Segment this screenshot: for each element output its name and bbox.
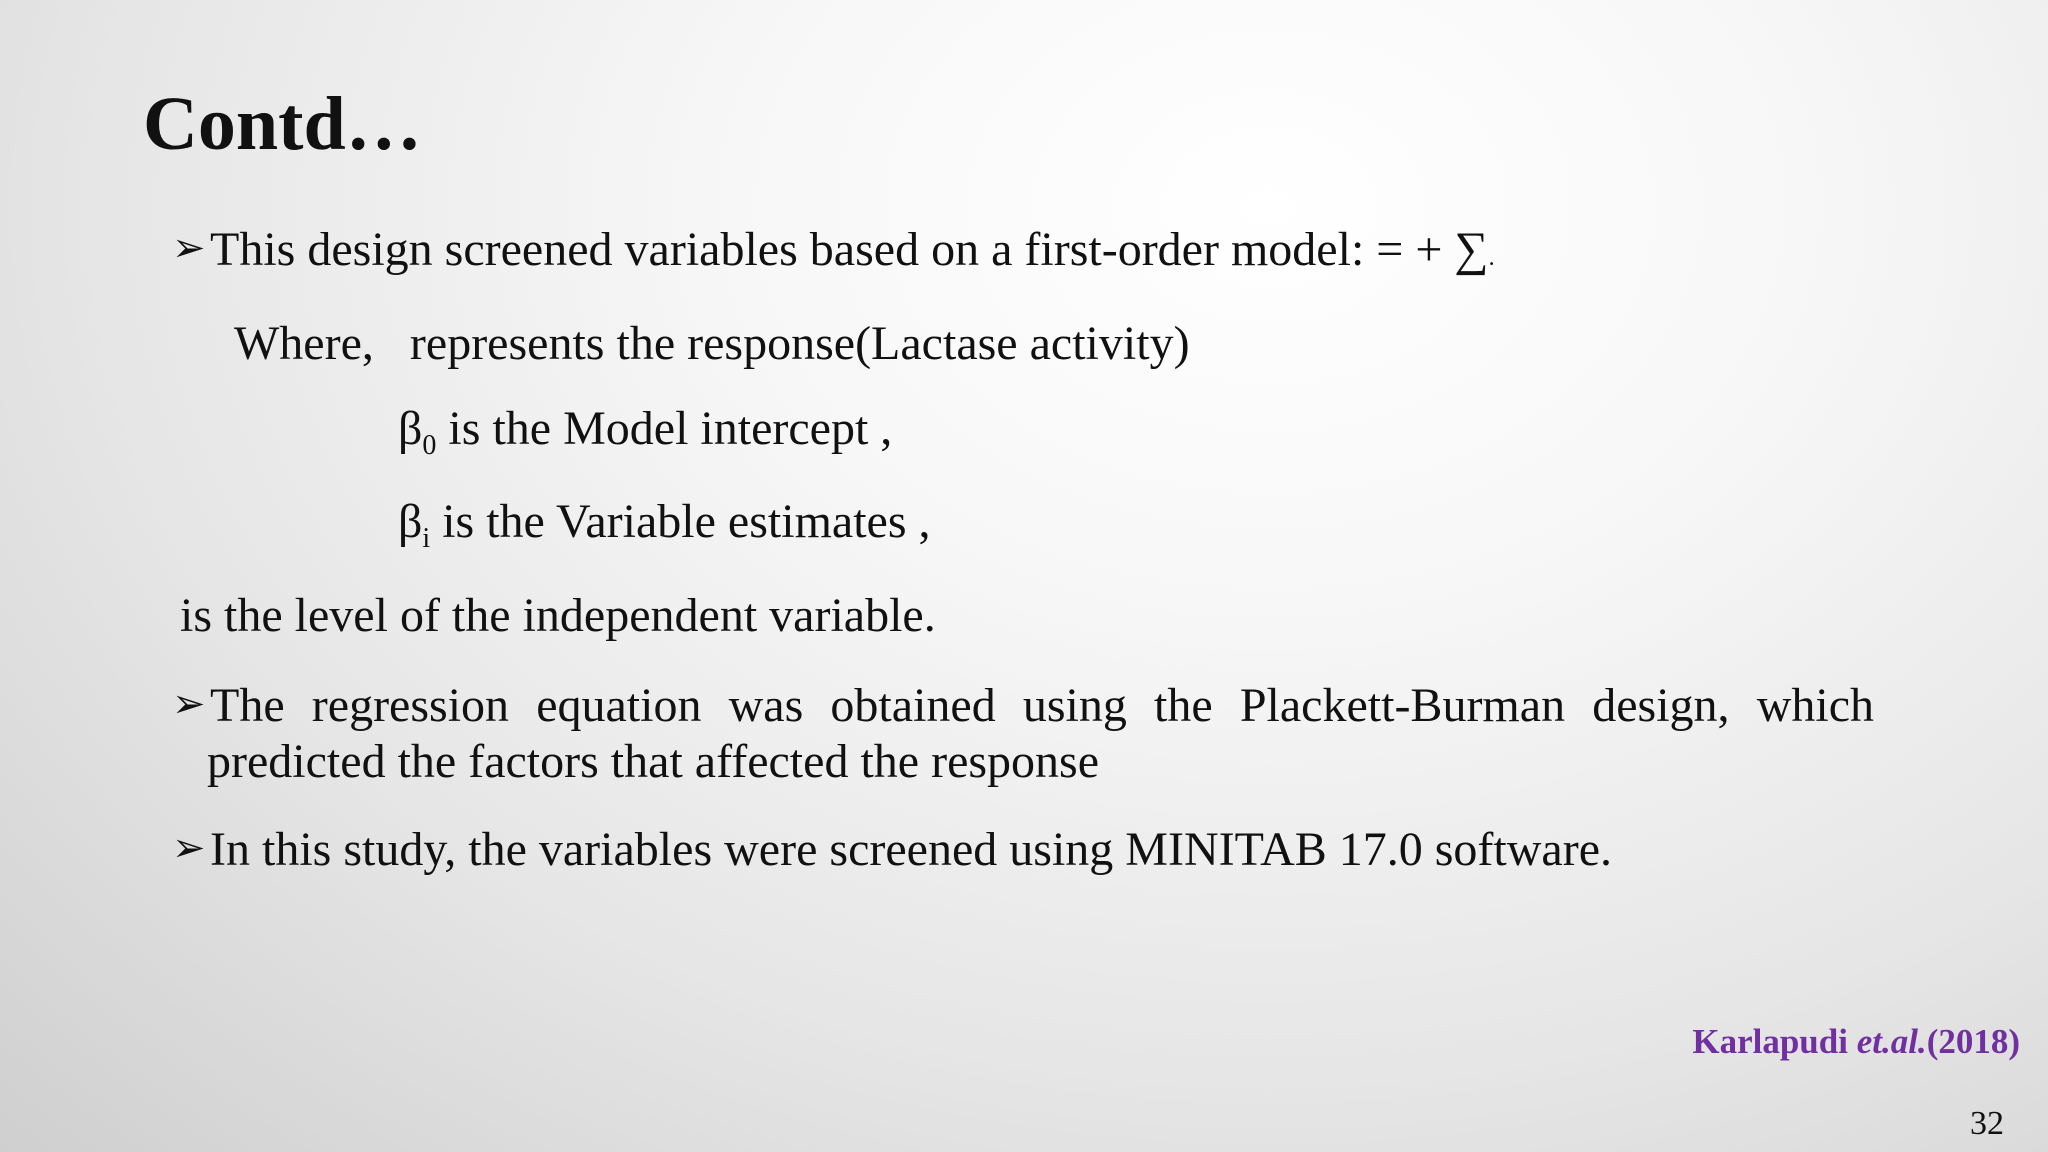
beta0-definition: [398, 402, 893, 461]
beta-symbol: β: [398, 402, 423, 455]
bullet-text: This design screened variables based on a first-order model: = + ∑: [210, 223, 1489, 276]
betai-definition: [398, 495, 931, 554]
minitab-text: In this study, the variables were screened using MINITAB 17.0 software.: [210, 823, 1613, 876]
arrow-bullet-icon: ➢: [172, 825, 206, 870]
where-line: Where, represents the response(Lactase activity): [234, 317, 1190, 370]
formula-trailing-dot: .: [1488, 245, 1495, 271]
regression-line1: The regression equation was obtained using the Plackett-Burman design, which: [210, 679, 1874, 732]
citation-year: (2018): [1926, 1022, 2020, 1061]
citation: [1692, 1022, 2020, 1062]
beta-subscript: i: [422, 523, 431, 554]
citation-author: Karlapudi: [1692, 1022, 1857, 1061]
beta-subscript: 0: [422, 430, 437, 461]
bullet-minitab: [172, 823, 1613, 876]
beta0-text: is the Model intercept ,: [436, 402, 893, 455]
slide-title: Contd…: [143, 82, 422, 166]
level-line: is the level of the independent variable.: [180, 589, 936, 642]
bullet-regression: [172, 673, 1874, 737]
betai-text: is the Variable estimates ,: [430, 495, 931, 548]
page-number: 32: [1970, 1105, 2004, 1142]
arrow-bullet-icon: ➢: [172, 681, 206, 726]
regression-line2: predicted the factors that affected the response: [207, 735, 1100, 788]
citation-etal: et.al.: [1856, 1022, 1927, 1061]
arrow-bullet-icon: ➢: [172, 225, 206, 270]
beta-symbol: β: [398, 495, 423, 548]
bullet-first-order-model: [172, 223, 1495, 276]
